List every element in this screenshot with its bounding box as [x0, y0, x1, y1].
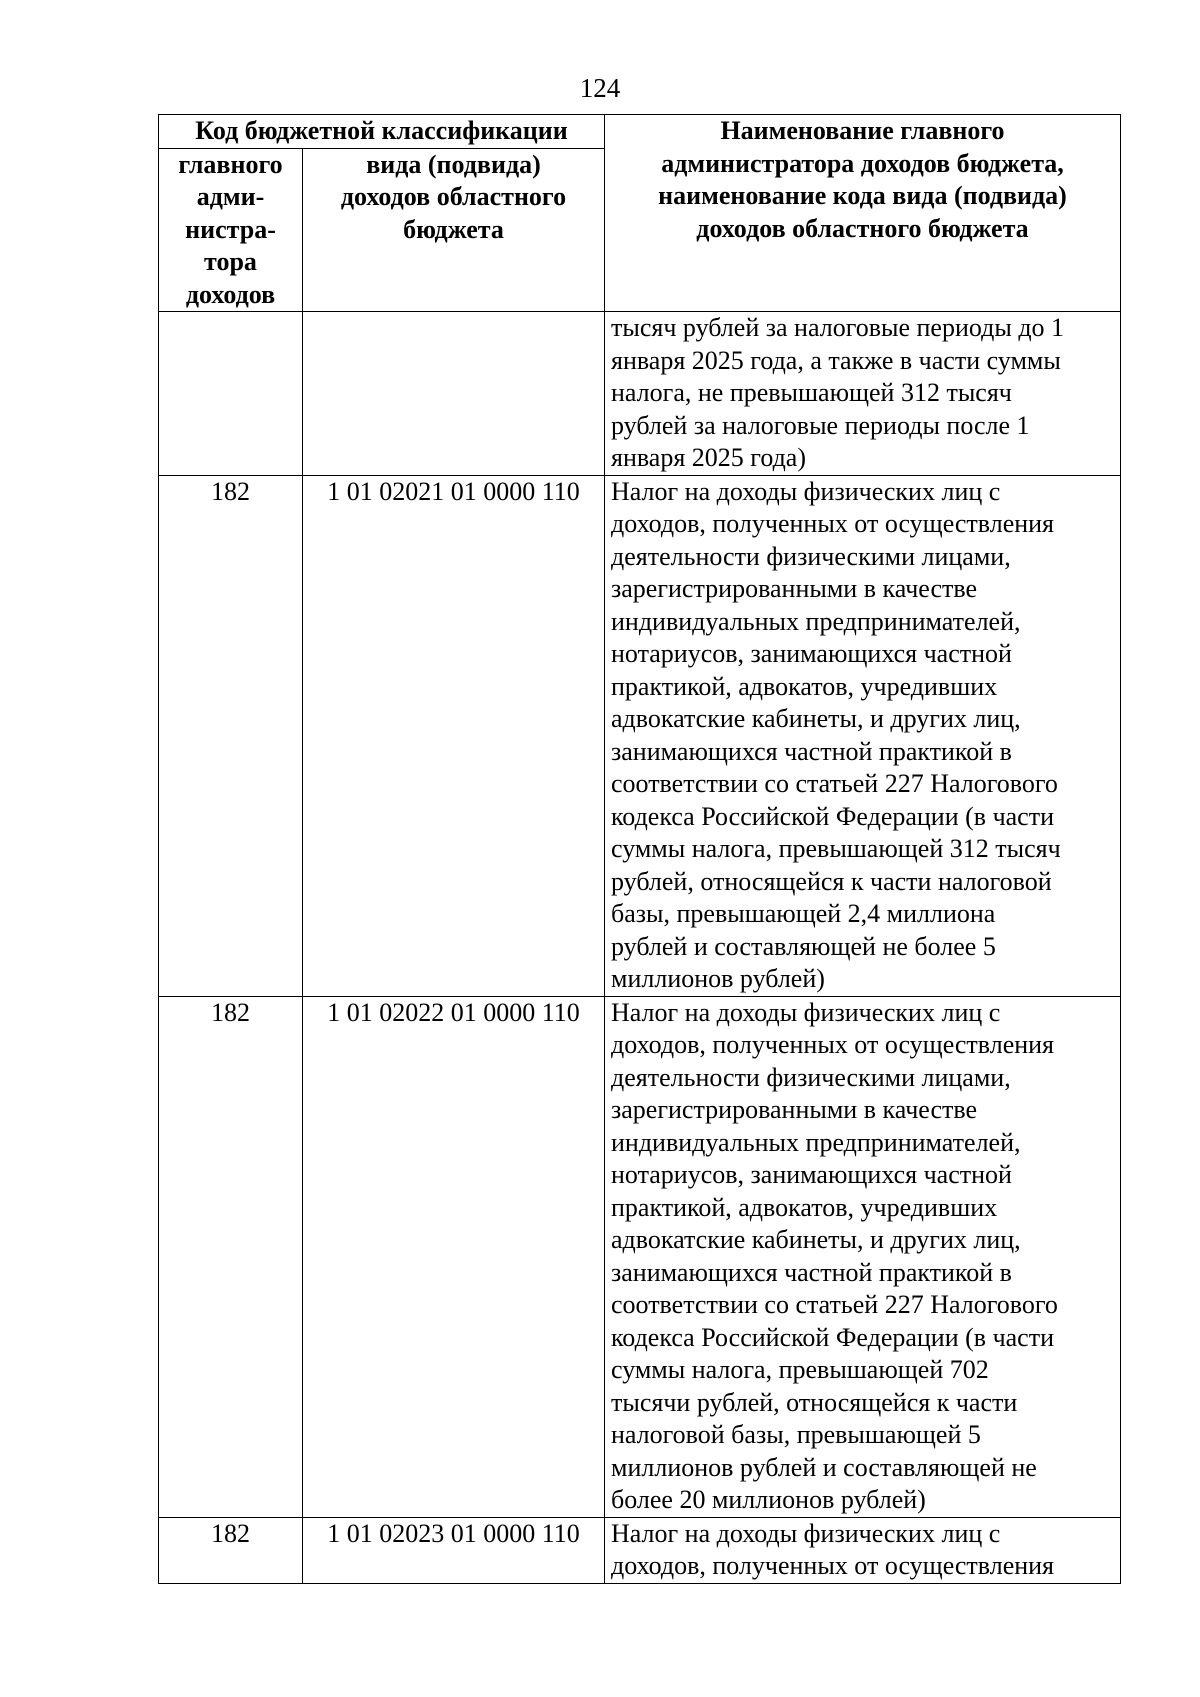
admin-code-cell: 182 — [159, 1517, 303, 1583]
description-cell: Налог на доходы физических лиц с доходов, полученных от осуществления — [605, 1517, 1121, 1583]
header-admin-column: главного адми- нистра- тора доходов — [159, 148, 303, 312]
admin-code-cell — [159, 312, 303, 476]
page-number: 124 — [579, 73, 621, 103]
table-header — [159, 115, 1121, 312]
description-cell: тысяч рублей за налоговые периоды до 1 января 2025 года, а также в части суммы налога, не превышающей 312 тысяч рублей за налоговые периоды после 1 января 2025 года) — [605, 312, 1121, 476]
description-cell: Налог на доходы физических лиц с доходов, полученных от осуществления деятельности физическими лицами, зарегистрированными в качестве индивидуальных предпринимателей, нотариусов, занимающихся частной практикой, адвокатов, учредивших адвокатские кабинеты, и других лиц, занимающихся частной практикой в соответствии со статьей 227 Налогового кодекса Российской Федерации (в части суммы налога, превышающей 312 тысяч рублей, относящейся к части налоговой базы, превышающей 2,4 миллиона рублей и составляющей не более 5 миллионов рублей) — [605, 475, 1121, 996]
table-row — [159, 312, 1121, 476]
header-budget-classification-code: Код бюджетной классификации — [159, 115, 605, 149]
table-row — [159, 996, 1121, 1517]
admin-code-cell: 182 — [159, 475, 303, 996]
revenue-code-cell: 1 01 02021 01 0000 110 — [303, 475, 605, 996]
budget-classification-table — [158, 114, 1121, 1584]
revenue-code-cell — [303, 312, 605, 476]
table-row — [159, 475, 1121, 996]
table-body — [159, 312, 1121, 1584]
admin-code-cell: 182 — [159, 996, 303, 1517]
header-code-column: вида (подвида) доходов областного бюджета — [303, 148, 605, 312]
description-cell: Налог на доходы физических лиц с доходов, полученных от осуществления деятельности физическими лицами, зарегистрированными в качестве индивидуальных предпринимателей, нотариусов, занимающихся частной практикой, адвокатов, учредивших адвокатские кабинеты, и других лиц, занимающихся частной практикой в соответствии со статьей 227 Налогового кодекса Российской Федерации (в части суммы налога, превышающей 702 тысячи рублей, относящейся к части налоговой базы, превышающей 5 миллионов рублей и составляющей не более 20 миллионов рублей) — [605, 996, 1121, 1517]
table-row — [159, 1517, 1121, 1583]
revenue-code-cell: 1 01 02022 01 0000 110 — [303, 996, 605, 1517]
revenue-code-cell: 1 01 02023 01 0000 110 — [303, 1517, 605, 1583]
header-name-column: Наименование главного администратора доходов бюджета, наименование кода вида (подвида) доходов областного бюджета — [605, 115, 1121, 312]
